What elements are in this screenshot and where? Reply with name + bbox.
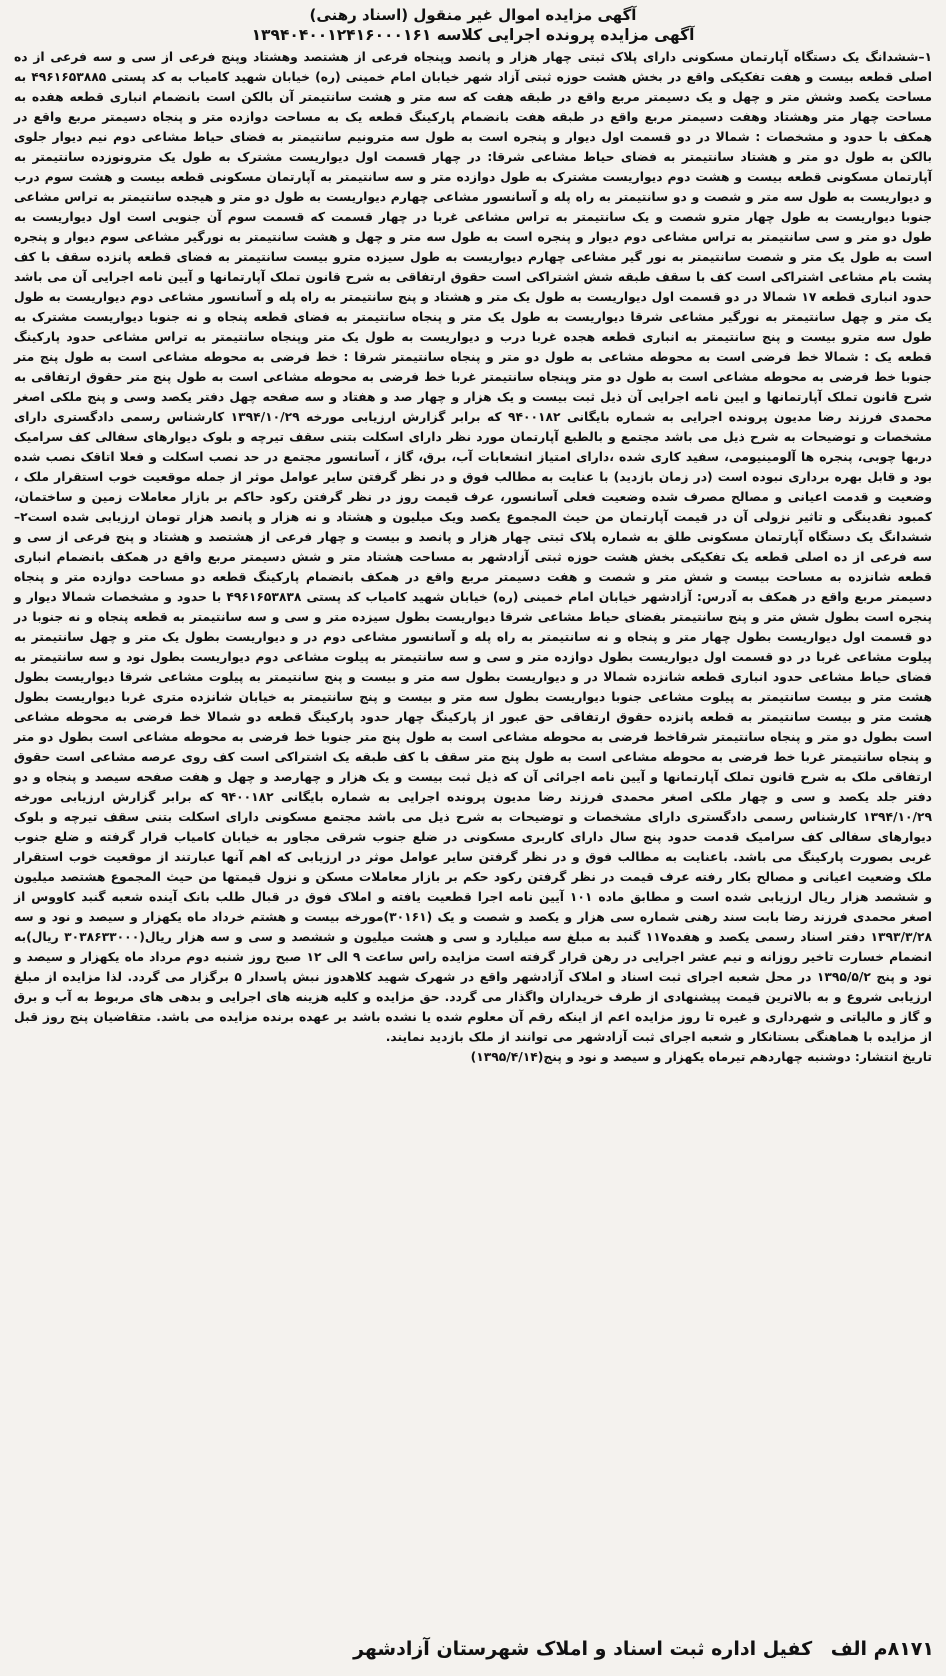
publication-date: تاریخ انتشار: دوشنبه چهاردهم تیرماه یکهزار و سیصد و نود و پنج(۱۳۹۵/۴/۱۴): [470, 1050, 932, 1064]
notice-header: [10, 6, 936, 45]
notice-subtitle: آگهی مزایده پرونده اجرایی کلاسه ۱۳۹۴۰۴۰۰۱۲۴۱۶۰۰۰۱۶۱: [251, 26, 695, 44]
notice-footer: [353, 1638, 934, 1660]
notice-title: آگهی مزایده اموال غیر منقول (اسناد رهنی): [309, 6, 637, 24]
notice-body: ۱–ششدانگ یک دستگاه آپارتمان مسکونی دارای پلاک ثبتی چهار هزار و پانصد وپنجاه فرعی از هشتصد وهشتاد وپنج فرعی از سی و سه فرعی از ده اصلی قطعه بیست و هفت تفکیکی واقع در بخش هشت حوزه ثبتی آزاد شهر خیابان امام خمینی (ره) خیابان شهید کامیاب به کد پستی ۴۹۶۱۶۵۳۸۸۵ به مساحت یکصد وشش متر و چهل و یک دسیمتر مربع واقع در طبقه هفت که سه متر و هشت سانتیمتر آن بالکن است بانضمام انباری قطعه هفده به مساحت چهار متر وهشتاد وهفت دسیمتر مربع واقع در طبقه هفت بانضمام پارکینگ قطعه یک به مساحت دوازده متر و پنجاه دسیمتر مربع واقع در همکف با حدود و مشخصات : شمالا در دو قسمت اول دیوار و پنجره است به طول سه مترونیم سانتیمتر به فضای حیاط مشاعی دوم نیم دیوار جلوی بالکن به طول دو متر و هشتاد سانتیمتر به فضای حیاط مشاعی شرقا: در چهار قسمت اول دیواریست مشترک به طول یک مترونوزده سانتیمتر به آپارتمان مسکونی قطعه بیست و هشت دوم دیواریست مشترک به طول دوازده متر و سه سانتیمتر به آپارتمان مسکونی قطعه بیست و هشت سوم درب و دیواریست به طول سه متر و شصت و دو سانتیمتر به راه پله و آسانسور مشاعی چهارم دیواریست به طول دو متر و هیجده سانتیمتر به تراس مشاعی جنوبا دیواریست به طول چهار مترو شصت و یک سانتیمتر به تراس مشاعی غربا در چهار قسمت که قسمت سوم آن جنوبی است اول دیواریست به طول دو متر و سی سانتیمتر به تراس مشاعی دوم دیوار و پنجره است به طول سه متر و چهل و هشت سانتیمتر به نورگیر مشاعی سوم دیوار و پنجره است به طول یک متر و شصت سانتیمتر به نور گیر مشاعی چهارم دیواریست به طول سیزده مترو بیست سانتیمتر به فضای قطعه پانزده سقف با کف پشت بام مشاعی اشتراکی است کف با سقف طبقه شش اشتراکی است حقوق ارتفاقی به شرح قانون تملک آپارتمانها و آیین نامه اجرایی آن می باشد حدود انباری قطعه ۱۷ شمالا در دو قسمت اول دیواریست به طول یک متر و هشتاد و پنج سانتیمتر به راه پله و آسانسور مشاعی دوم دیواریست به طول یک متر و چهل سانتیمتر به نورگیر مشاعی شرقا دیواریست به طول یک متر و پنجاه سانتیمتر به فضای قطعه پنجاه و نه جنوبا دیواریست مشترک به طول سه مترو بیست و پنج سانتیمتر به انباری قطعه هجده غربا درب و دیواریست به طول یک متر وپنجاه سانتیمتر به تراس مشاعی حدود پارکینگ قطعه یک : شمالا خط فرضی است به محوطه مشاعی به طول دو متر و پنجاه سانتیمتر شرقا : خط فرضی به محوطه مشاعی است به طول پنج متر جنوبا خط فرضی به محوطه مشاعی است به طول دو متر وپنجاه سانتیمتر غربا خط فرضی به محوطه مشاعی است به طول پنج متر حقوق ارتفاقی به شرح قانون تملک آپارتمانها و ایین نامه اجرایی آن ذیل ثبت بیست و یک هزار و چهار صد و هفتاد و سه صفحه چهل دفتر یکصد وسی و پنج ملکی اصغر محمدی فرزند رضا مدیون پرونده اجرایی به شماره بایگانی ۹۴۰۰۱۸۲ که برابر گزارش ارزیابی مورخه ۱۳۹۴/۱۰/۲۹ کارشناس رسمی دادگستری دارای مشخصات و توضیحات به شرح ذیل می باشد مجتمع و بالطبع آپارتمان مورد نظر دارای اسکلت بتنی سقف تیرچه و بلوک دیوارهای سفالی کف سرامیک دربها چوبی، پنجره ها آلومینیومی، سفید کاری شده ،دارای امتیاز انشعابات آب، برق، گاز ، آسانسور مجتمع در حد نصب اسکلت و فعلا اتاقک نصب شده بود و قابل بهره برداری نبوده است (در زمان بازدید) با عنایت به مطالب فوق و در نظر گرفتن سایر عوامل موثر از جمله موقعیت خوب استقرار ملک ، وضعیت و قدمت اعیانی و مصالح مصرف شده وضعیت فعلی آسانسور، عرف قیمت روز در نظر گرفتن رکود حاکم بر بازار معاملات زمین و ساختمان، کمبود نقدینگی و تاثیر نزولی آن در قیمت آپارتمان من حیث المجموع یکصد ویک میلیون و هشتاد و نه هزار و پانصد هزار تومان ارزیابی شده است۲–ششدانگ یک دستگاه آپارتمان مسکونی طلق به شماره پلاک ثبتی چهار هزار و پانصد و بیست و چهار فرعی از هشتصد و هشتاد و پنج فرعی از سی و سه فرعی از ده اصلی قطعه یک تفکیکی بخش هشت حوزه ثبتی آزادشهر به مساحت هشتاد متر و شش دسیمتر مربع واقع در همکف بانضمام انباری قطعه شانزده به مساحت بیست و شش متر و شصت و هفت دسیمتر مربع واقع در همکف بانضمام پارکینگ قطعه دو مساحت دوازده متر و پنجاه دسیمتر مربع واقع در همکف به آدرس: آزادشهر خیابان امام خمینی (ره) خیابان شهید کامیاب کد پستی ۴۹۶۱۶۵۳۸۳۸ با حدود و مشخصات شمالا دیوار و پنجره است بطول شش متر و پنج سانتیمتر بفضای حیاط مشاعی شرقا دیواریست بطول سیزده متر و سی و سه سانتیمتر به قطعه پنجاه و نه جنوبا در دو قسمت اول دیواریست بطول چهار متر و پنجاه و نه سانتیمتر به راه پله و آسانسور مشاعی دوم در و دیواریست بطول یک متر و چهل سانتیمتر به پیلوت مشاعی غربا در دو قسمت اول دیواریست بطول دوازده متر و سی و سه سانتیمتر به پیلوت مشاعی دوم دیواریست بطول نود و سه سانتیمتر به فضای حیاط مشاعی حدود انباری قطعه شانزده شمالا در و دیواریست بطول سه متر و بیست و پنج سانتیمتر به پیلوت مشاعی شرقا دیواریست بطول هشت متر و بیست سانتیمتر به پیلوت مشاعی جنوبا دیواریست بطول سه متر و بیست و پنج سانتیمتر به خیابان شانزده متری غربا دیواریست بطول هشت متر و بیست سانتیمتر به قطعه پانزده حقوق ارتفاقی حق عبور از پارکینگ چهار حدود پارکینگ قطعه دو شمالا خط فرضی به محوطه مشاعی است بطول دو متر و پنجاه سانتیمتر شرقاخط فرضی به محوطه مشاعی است به طول پنج متر جنوبا خط فرضی به محوطه مشاعی است بطول دو متر و پنجاه سانتیمتر غربا خط فرضی به محوطه مشاعی است به طول پنج متر سقف با کف طبقه یک اشتراکی است کف روی عرصه مشاعی است حقوق ارتفاقی ملک به شرح قانون تملک آپارتمانها و آیین نامه اجرائی آن که ذیل ثبت بیست و یک هزار و چهارصد و چهل و هفت صفحه سیصد و پنجاه و دو دفتر جلد یکصد و سی و چهار ملکی اصغر محمدی فرزند رضا مدیون پرونده اجرایی به شماره بایگانی ۹۴۰۰۱۸۲ که برابر گزارش ارزیابی مورخه ۱۳۹۴/۱۰/۲۹ کارشناس رسمی دادگستری دارای مشخصات و توضیحات به شرح ذیل می باشد مجتمع مسکونی دارای اسکلت بتنی سقف تیرچه و بلوک دیوارهای سفالی کف سرامیک قدمت حدود پنج سال دارای کاربری مسکونی در ضلع جنوب شرقی مجاور به خیابان کامیاب قرار گرفته و ضلع جنوب غربی بصورت پارکینگ می باشد. باعنایت به مطالب فوق و در نظر گرفتن سایر عوامل موثر در ارزیابی که اهم آنها عبارتند از موقعیت خوب استقرار ملک وضعیت اعیانی و مصالح بکار رفته عرف قیمت در نظر گرفتن رکود حکم بر بازار معاملات مسکن و نزول قیمتها من حیث المجموع هشتصد میلیون و ششصد هزار ریال ارزیابی شده است و مطابق ماده ۱۰۱ آیین نامه اجرا قطعیت یافته و املاک فوق در قبال طلب بانک آینده شعبه گنبد کاووس از اصغر محمدی فرزند رضا بابت سند رهنی شماره سی هزار و یکصد و شصت و یک (۳۰۱۶۱)مورخه بیست و هشتم خرداد ماه یکهزار و سیصد و نود و سه ۱۳۹۳/۳/۲۸ دفتر اسناد رسمی یکصد و هفده۱۱۷ گنبد به مبلغ سه میلیارد و سی و هشت میلیون و ششصد و سی و سه هزار ریال(۳۰۳۸۶۳۳۰۰۰ ریال)به انضمام خسارت تاخیر روزانه و نیم عشر اجرایی در رهن قرار گرفته است مزایده راس ساعت ۹ الی ۱۲ صبح روز شنبه دوم مرداد ماه یکهزار و سیصد و نود و پنج ۱۳۹۵/۵/۲ در محل شعبه اجرای ثبت اسناد و املاک آزادشهر واقع در شهرک شهید کلاهدوز نبش پاسدار ۵ برگزار می گردد. لذا مزایده از مبلغ ارزیابی شروع و به بالاترین قیمت پیشنهادی از طرف خریداران واگذار می گردد. حق مزایده و کلیه هزینه های اجرایی و بدهی های مربوط به آب و برق و گاز و مالیاتی و شهرداری و غیره تا روز مزایده اعم از اینکه رقم آن معلوم شده یا نشده باشد بر عهده برنده مزایده می باشد. متقاضیان پنج روز قبل از مزایده با هماهنگی بستانکار و شعبه اجرای ثبت آزادشهر می توانند از ملک بازدید نمایند.: [14, 50, 933, 1044]
notice-code: ۸۱۷۱م الف: [830, 1638, 934, 1660]
signature-line: کفیل اداره ثبت اسناد و املاک شهرستان آزادشهر: [353, 1638, 813, 1660]
